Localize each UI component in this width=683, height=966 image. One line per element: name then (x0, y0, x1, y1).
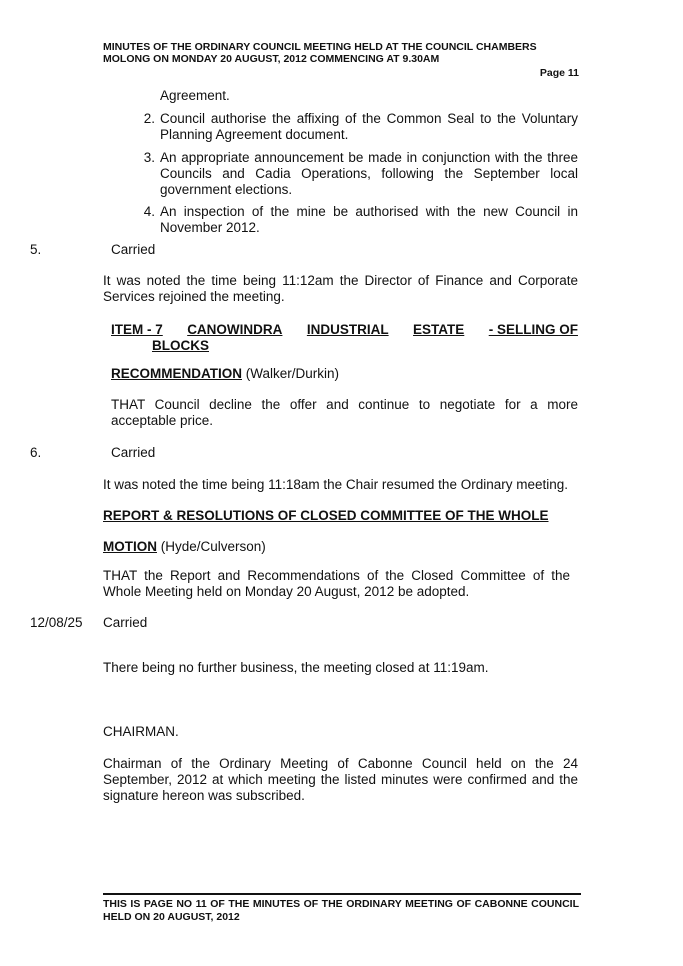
item-7-title-part: ITEM - 7 (111, 322, 163, 337)
recommendation-label: RECOMMENDATION (111, 366, 242, 381)
item-7-title-part: ESTATE (413, 322, 465, 337)
item-7-title-part: CANOWINDRA (187, 322, 283, 337)
item-7-title (111, 322, 578, 354)
resolution-number: 6. (30, 445, 42, 460)
resolution-status: Carried (111, 445, 156, 460)
page-footer: THIS IS PAGE NO 11 OF THE MINUTES OF THE ORDINARY MEETING OF CABONNE COUNCIL HELD ON 20 AUGUST, 2012 (103, 898, 579, 923)
confirmation-paragraph: Chairman of the Ordinary Meeting of Cabonne Council held on the 24 September, 2012 at which meeting the listed minutes were confirmed and the signature hereon was subscribed. (103, 756, 578, 803)
header-line-1: MINUTES OF THE ORDINARY COUNCIL MEETING HELD AT THE COUNCIL CHAMBERS (103, 41, 537, 53)
section-heading: REPORT & RESOLUTIONS OF CLOSED COMMITTEE OF THE WHOLE (103, 508, 549, 523)
list-number: 4. (143, 204, 155, 219)
resolution-number: 12/08/25 (30, 615, 83, 630)
motion-line (103, 539, 266, 555)
list-number: 2. (143, 111, 155, 126)
footer-rule (103, 893, 581, 895)
item-7-title-line-2: BLOCKS (152, 338, 209, 353)
item-7-title-part: - SELLING OF (488, 322, 578, 337)
item-7-title-part: INDUSTRIAL (306, 322, 389, 337)
recommendation-text: THAT Council decline the offer and continue to negotiate for a more acceptable price. (111, 397, 578, 428)
recommendation-movers: (Walker/Durkin) (242, 366, 340, 381)
list-item: An inspection of the mine be authorised with the new Council in November 2012. (160, 204, 578, 235)
resolution-number: 5. (30, 242, 42, 257)
page-header (103, 41, 579, 65)
motion-label: MOTION (103, 539, 157, 554)
resolution-status: Carried (103, 615, 148, 630)
recommendation-line (111, 366, 339, 382)
motion-text: THAT the Report and Recommendations of the Closed Committee of the Whole Meeting held on Monday 20 August, 2012 be adopted. (103, 568, 570, 599)
closing-statement: There being no further business, the meeting closed at 11:19am. (103, 660, 489, 675)
list-number: 3. (143, 150, 155, 165)
list-item: Council authorise the affixing of the Common Seal to the Voluntary Planning Agreement document. (160, 111, 578, 142)
chairman-signature-line: CHAIRMAN. (103, 724, 179, 739)
resolution-status: Carried (111, 242, 156, 257)
list-continuation: Agreement. (160, 88, 230, 103)
note-paragraph: It was noted the time being 11:12am the Director of Finance and Corporate Services rejoined the meeting. (103, 273, 578, 304)
note-paragraph: It was noted the time being 11:18am the Chair resumed the Ordinary meeting. (103, 477, 568, 492)
list-item: An appropriate announcement be made in conjunction with the three Councils and Cadia Operations, following the September local government elections. (160, 150, 578, 197)
header-line-2: MOLONG ON MONDAY 20 AUGUST, 2012 COMMENCING AT 9.30AM (103, 53, 440, 65)
motion-movers: (Hyde/Culverson) (157, 539, 266, 554)
page-number: Page 11 (539, 67, 579, 79)
